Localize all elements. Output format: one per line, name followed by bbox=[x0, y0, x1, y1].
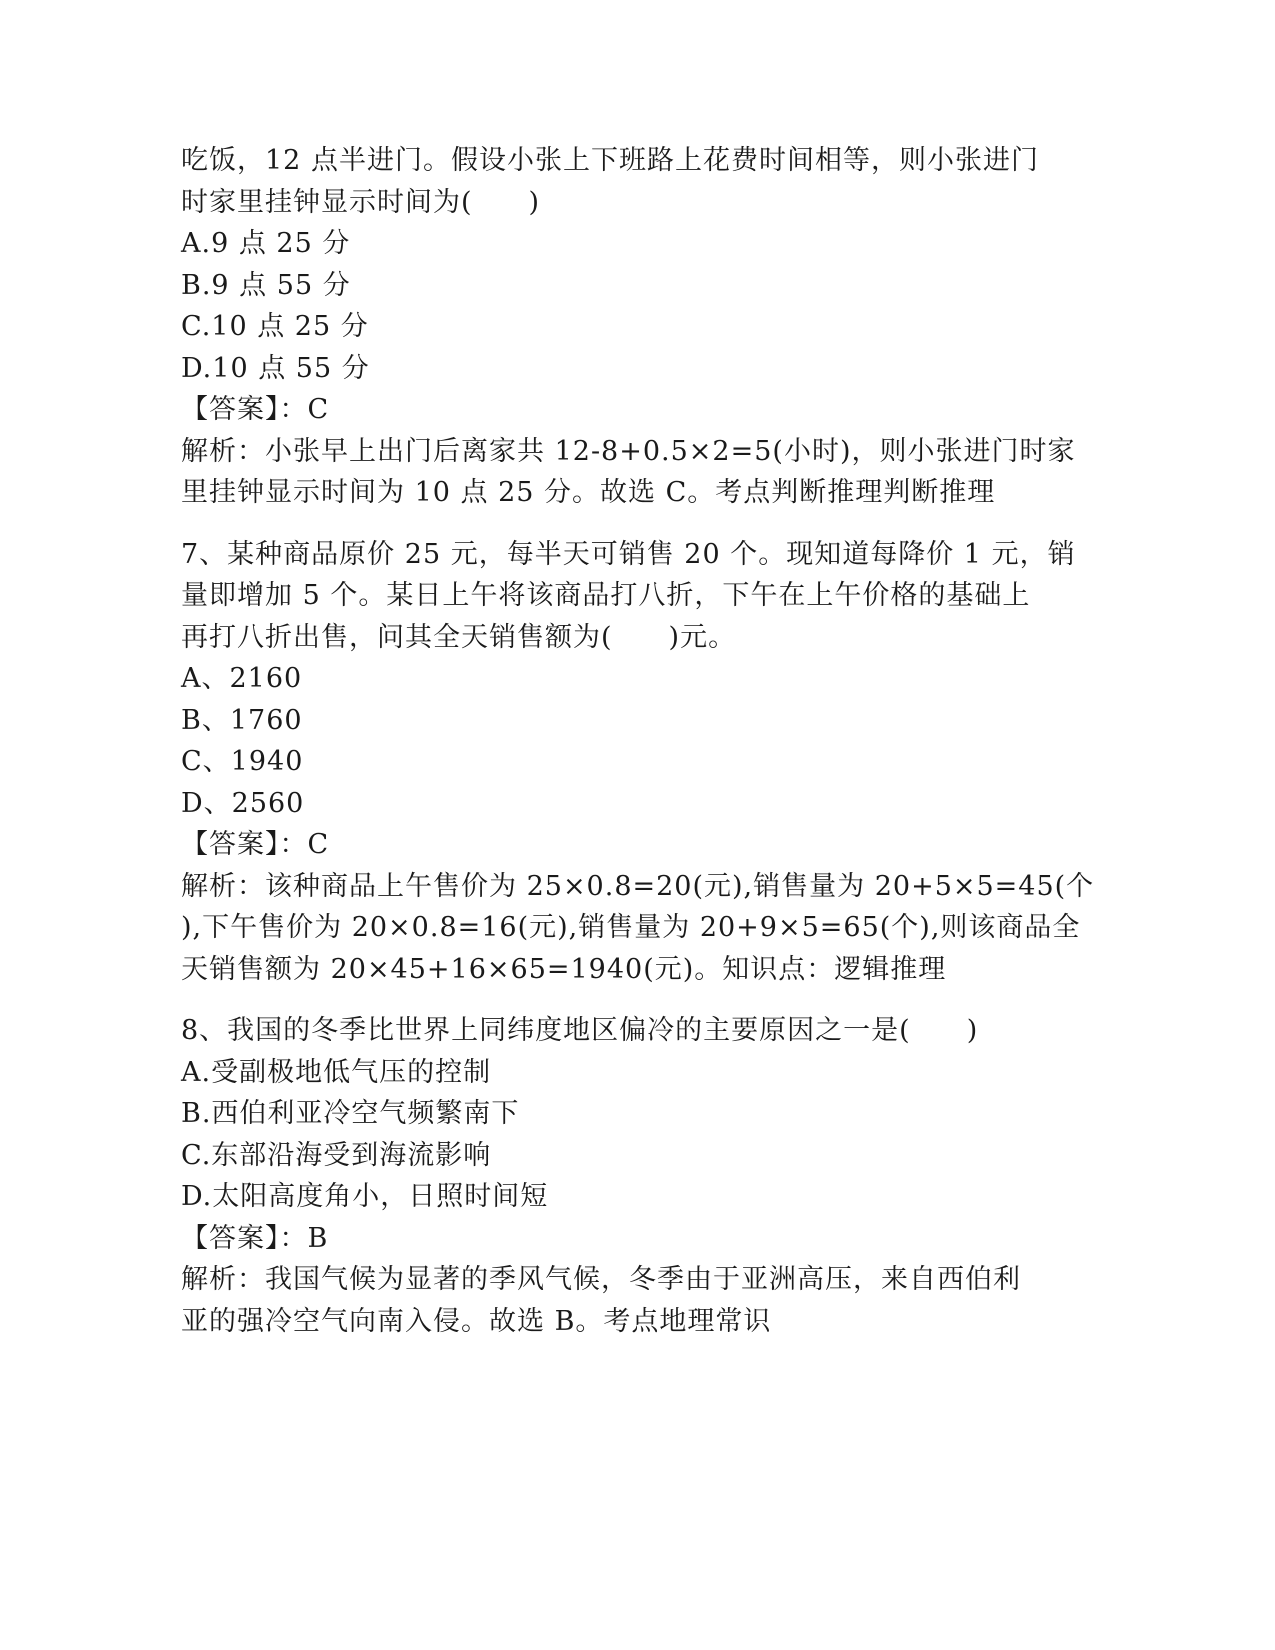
answer-line: 【答案】：C bbox=[181, 394, 330, 425]
explanation-line: 里挂钟显示时间为 10 点 25 分。故选 C。考点判断推理判断推理 bbox=[181, 477, 996, 508]
option-a: A.9 点 25 分 bbox=[181, 228, 351, 259]
explanation-line: 解析：我国气候为显著的季风气候，冬季由于亚洲高压，来自西伯利 bbox=[181, 1264, 1021, 1295]
question-8 bbox=[181, 1010, 1061, 1342]
option-d: D.10 点 55 分 bbox=[181, 352, 370, 384]
option-a: A.受副极地低气压的控制 bbox=[181, 1056, 492, 1088]
question-7 bbox=[181, 534, 1095, 991]
question-stem-line: 再打八折出售，问其全天销售额为( )元。 bbox=[181, 621, 737, 653]
option-b: B.9 点 55 分 bbox=[181, 269, 351, 301]
option-b: B、1760 bbox=[181, 704, 303, 736]
option-b: B.西伯利亚冷空气频繁南下 bbox=[181, 1098, 520, 1129]
explanation-line: ),下午售价为 20×0.8=16(元),销售量为 20+9×5=65(个),则该商品全 bbox=[181, 912, 1081, 943]
option-c: C.东部沿海受到海流影响 bbox=[181, 1139, 492, 1171]
question-stem-line: 量即增加 5 个。某日上午将该商品打八折，下午在上午价格的基础上 bbox=[181, 580, 1031, 611]
question-stem-line: 时家里挂钟显示时间为( ) bbox=[181, 186, 541, 218]
answer-line: 【答案】：B bbox=[181, 1222, 329, 1254]
explanation-line: 解析：小张早上出门后离家共 12-8+0.5×2=5(小时)，则小张进门时家 bbox=[181, 435, 1076, 467]
option-a: A、2160 bbox=[181, 663, 303, 694]
explanation-line: 天销售额为 20×45+16×65=1940(元)。知识点：逻辑推理 bbox=[181, 953, 947, 985]
option-c: C.10 点 25 分 bbox=[181, 311, 369, 342]
question-6-continuation bbox=[181, 140, 1076, 514]
option-d: D、2560 bbox=[181, 787, 305, 819]
question-stem-line: 吃饭，12 点半进门。假设小张上下班路上花费时间相等，则小张进门 bbox=[181, 145, 1039, 176]
question-stem-line: 8、我国的冬季比世界上同纬度地区偏冷的主要原因之一是( ) bbox=[181, 1015, 979, 1046]
option-d: D.太阳高度角小，日照时间短 bbox=[181, 1181, 549, 1212]
answer-line: 【答案】：C bbox=[181, 829, 330, 860]
explanation-line: 解析：该种商品上午售价为 25×0.8=20(元),销售量为 20+5×5=45(个 bbox=[181, 870, 1095, 902]
question-stem-line: 7、某种商品原价 25 元，每半天可销售 20 个。现知道每降价 1 元，销 bbox=[181, 538, 1076, 570]
explanation-line: 亚的强冷空气向南入侵。故选 B。考点地理常识 bbox=[181, 1305, 772, 1337]
option-c: C、1940 bbox=[181, 746, 304, 777]
block-divider bbox=[181, 990, 1061, 1010]
document-page bbox=[181, 140, 1095, 1342]
block-divider bbox=[181, 514, 1061, 534]
